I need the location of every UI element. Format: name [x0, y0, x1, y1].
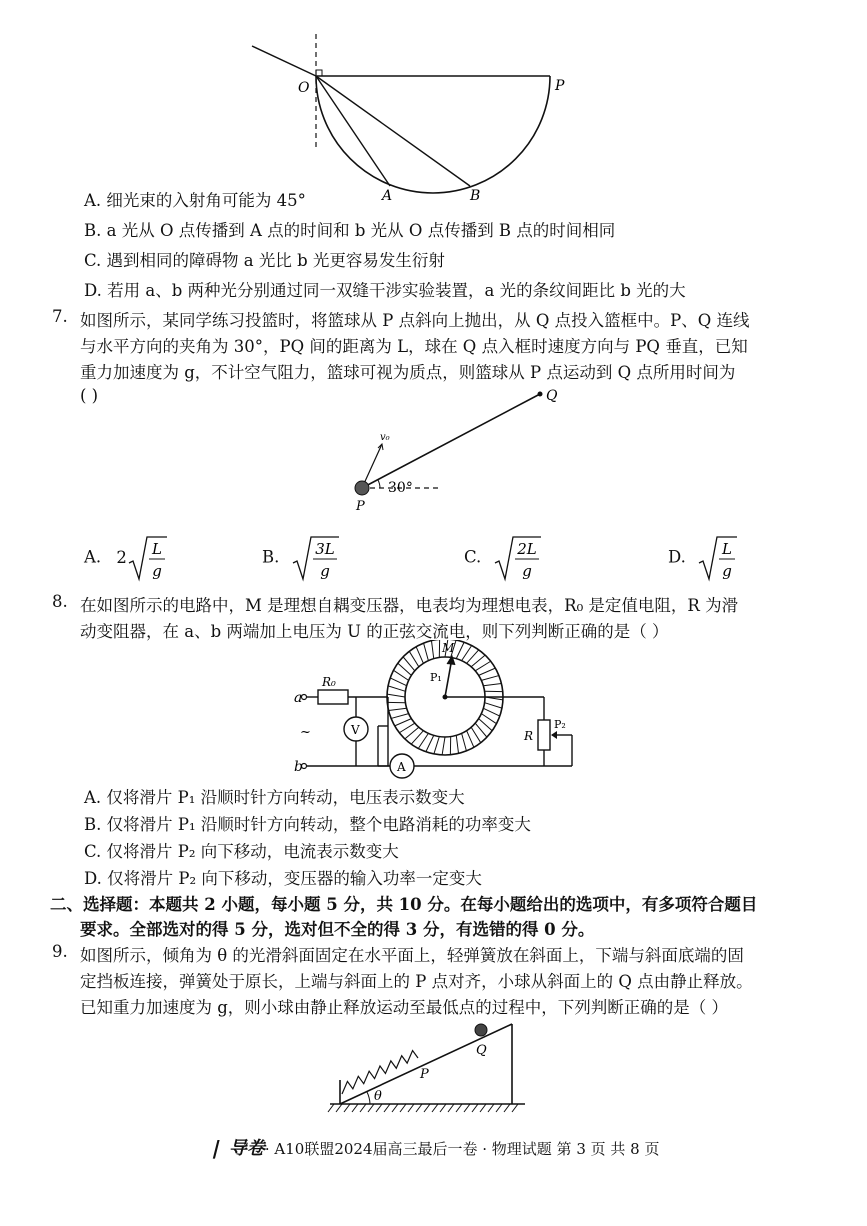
q6-option-a: A. 细光束的入射角可能为 45°	[84, 191, 306, 210]
q9-text-line3: 已知重力加速度为 g，则小球由静止释放运动至最低点的过程中，下列判断正确的是（ ）	[80, 998, 729, 1017]
q7-answer-a	[84, 533, 169, 583]
q6-option-d: D. 若用 a、b 两种光分别通过同一双缝干涉实验装置，a 光的条纹间距比 b 光的大	[84, 281, 686, 300]
fig9-label-q: Q	[476, 1043, 487, 1058]
fig9-label-theta: θ	[374, 1089, 382, 1104]
sqrt-icon	[697, 533, 739, 583]
fig8-label-a: a	[294, 690, 303, 706]
fig8-ac-symbol: ~	[300, 725, 311, 740]
fig6-label-b: B	[470, 188, 481, 204]
answer-letter: D.	[668, 547, 686, 567]
ground-hatch	[368, 1104, 374, 1112]
q8-option-a: A. 仅将滑片 P₁ 沿顺时针方向转动，电压表示数变大	[84, 788, 465, 807]
q7-text-line1: 如图所示，某同学练习投篮时，将篮球从 P 点斜向上抛出，从 Q 点投入篮框中。P、Q 连线	[80, 311, 750, 330]
svg-text:2L: 2L	[516, 540, 537, 558]
svg-text:g: g	[521, 562, 532, 580]
sqrt-icon	[493, 533, 543, 583]
q9-text-line1: 如图所示，倾角为 θ 的光滑斜面固定在水平面上，轻弹簧放在斜面上，下端与斜面底端的固	[80, 946, 744, 965]
ground-hatch	[496, 1104, 502, 1112]
coil-winding	[389, 708, 407, 710]
ground-hatch	[512, 1104, 518, 1112]
q8-number: 8.	[52, 592, 68, 611]
coil-winding	[483, 708, 499, 716]
coil-winding	[390, 678, 406, 686]
coil-winding	[462, 646, 472, 661]
ground-hatch	[464, 1104, 470, 1112]
q6-option-b: B. a 光从 O 点传播到 A 点的时间和 b 光从 O 点传播到 B 点的时间相同	[84, 221, 616, 240]
coil-winding	[475, 661, 490, 671]
q7-blank: ( )	[80, 386, 99, 405]
q6-semicircle-figure	[240, 28, 580, 208]
fig7-angle: 30°	[388, 480, 413, 496]
fig8-label-r0: R₀	[322, 675, 336, 689]
fig6-label-a: A	[382, 188, 393, 204]
answer-letter: B.	[262, 547, 280, 567]
coil-winding	[394, 670, 409, 680]
q8-option-d: D. 仅将滑片 P₂ 向下移动，变压器的输入功率一定变大	[84, 869, 482, 888]
coil-winding	[395, 719, 412, 726]
ground-hatch	[408, 1104, 414, 1112]
coil-winding	[434, 737, 439, 754]
coil-winding	[388, 686, 405, 691]
coil-winding	[399, 723, 414, 733]
coil-winding	[456, 735, 458, 753]
ground-hatch	[440, 1104, 446, 1112]
q9-number: 9.	[52, 942, 68, 961]
ground-hatch	[504, 1104, 510, 1112]
q7-projectile-figure	[340, 386, 580, 516]
coil-winding	[456, 642, 464, 658]
fig8-ammeter-label: A	[397, 760, 406, 774]
coil-winding	[409, 651, 419, 666]
coil-winding	[483, 683, 501, 685]
ground-hatch	[432, 1104, 438, 1112]
fig9-label-p: P	[420, 1067, 429, 1082]
q7-text-line3: 重力加速度为 g，不计空气阻力，篮球可视为质点，则篮球从 P 点运动到 Q 点所用时间为	[80, 363, 736, 382]
coil-winding	[391, 714, 409, 719]
coil-winding	[467, 731, 474, 748]
brand-logo: ❘ 导卷	[207, 1138, 265, 1159]
ground-hatch	[456, 1104, 462, 1112]
coil-winding	[426, 735, 434, 751]
fig7-label-v0: v₀	[380, 432, 390, 443]
coil-winding	[424, 643, 429, 661]
coil-winding	[462, 733, 467, 751]
ground-hatch	[416, 1104, 422, 1112]
ground-hatch	[448, 1104, 454, 1112]
q8-text-line1: 在如图所示的电路中，M 是理想自耦变压器，电表均为理想电表，R₀ 是定值电阻，R 为滑	[80, 596, 739, 615]
coil-winding	[442, 737, 445, 755]
answer-letter: A.	[84, 547, 102, 567]
ground-hatch	[400, 1104, 406, 1112]
coil-winding	[479, 668, 496, 675]
ground-hatch	[392, 1104, 398, 1112]
fig7-label-p: P	[356, 499, 365, 514]
coil-winding	[416, 647, 423, 664]
coil-winding	[387, 694, 405, 697]
svg-text:L: L	[151, 540, 162, 558]
ground-hatch	[472, 1104, 478, 1112]
q9-text-line2: 定挡板连接，弹簧处于原长，上端与斜面上的 P 点对齐，小球从斜面上的 Q 点由静止释放。	[80, 972, 753, 991]
sqrt-icon	[127, 533, 169, 583]
coil-winding	[405, 727, 419, 739]
ground-hatch	[352, 1104, 358, 1112]
svg-text:g: g	[152, 562, 162, 580]
fig6-label-p: P	[555, 78, 565, 94]
coil-winding	[418, 733, 428, 748]
q8-circuit-figure	[288, 640, 588, 785]
fig8-label-b: b	[294, 759, 303, 775]
section2-instructions: 要求。全部选对的得 5 分，选对但不全的得 3 分，有选错的得 0 分。	[80, 920, 595, 939]
q7-answer-b	[262, 533, 341, 583]
coil-winding	[485, 703, 502, 708]
q7-answer-d	[668, 533, 739, 583]
coil-winding	[471, 655, 485, 667]
svg-text:g: g	[722, 562, 732, 580]
ground-hatch	[424, 1104, 430, 1112]
q8-option-b: B. 仅将滑片 P₁ 沿顺时针方向转动，整个电路消耗的功率变大	[84, 815, 531, 834]
q7-answer-c	[464, 533, 543, 583]
coil-winding	[403, 657, 415, 671]
footer-text: · A10联盟2024届高三最后一卷 · 物理试题 第 3 页 共 8 页	[264, 1140, 660, 1158]
ground-hatch	[480, 1104, 486, 1112]
answer-letter: C.	[464, 547, 482, 567]
sqrt-icon	[291, 533, 341, 583]
coil-winding	[475, 723, 487, 737]
svg-text:L: L	[722, 540, 733, 558]
coil-winding	[481, 676, 499, 681]
svg-text:g: g	[319, 562, 330, 580]
page-footer	[0, 1134, 867, 1160]
fig8-label-m: M	[442, 641, 455, 655]
ground-hatch	[336, 1104, 342, 1112]
q6-option-c: C. 遇到相同的障碍物 a 光比 b 光更容易发生衍射	[84, 251, 445, 270]
coil-winding	[431, 641, 433, 659]
q8-option-c: C. 仅将滑片 P₂ 向下移动，电流表示数变大	[84, 842, 399, 861]
ground-hatch	[384, 1104, 390, 1112]
fig8-label-p1: P₁	[430, 671, 442, 684]
ground-hatch	[328, 1104, 334, 1112]
ground-hatch	[360, 1104, 366, 1112]
svg-text:3L: 3L	[314, 540, 335, 558]
q9-incline-figure	[320, 1015, 540, 1115]
coil-winding	[481, 714, 496, 724]
q7-text-line2: 与水平方向的夹角为 30°，PQ 间的距离为 L，球在 Q 点入框时速度方向与 PQ 垂直，已知	[80, 337, 748, 356]
ground-hatch	[376, 1104, 382, 1112]
coil-winding	[471, 727, 481, 742]
ground-hatch	[344, 1104, 350, 1112]
ground-hatch	[488, 1104, 494, 1112]
fig8-voltmeter-label: V	[351, 723, 360, 737]
section2-heading: 二、选择题：本题共 2 小题，每小题 5 分，共 10 分。在每小题给出的选项中，有多项符合题目	[50, 895, 758, 914]
fig8-label-p2: P₂	[554, 718, 566, 731]
fig6-label-o: O	[298, 80, 310, 96]
fig8-label-r: R	[524, 729, 534, 743]
q8-text-line2: 动变阻器，在 a、b 两端加上电压为 U 的正弦交流电，则下列判断正确的是（ ）	[80, 622, 669, 641]
q7-number: 7.	[52, 307, 68, 326]
fig7-label-q: Q	[546, 388, 558, 404]
answer-coef: 2	[116, 547, 127, 567]
